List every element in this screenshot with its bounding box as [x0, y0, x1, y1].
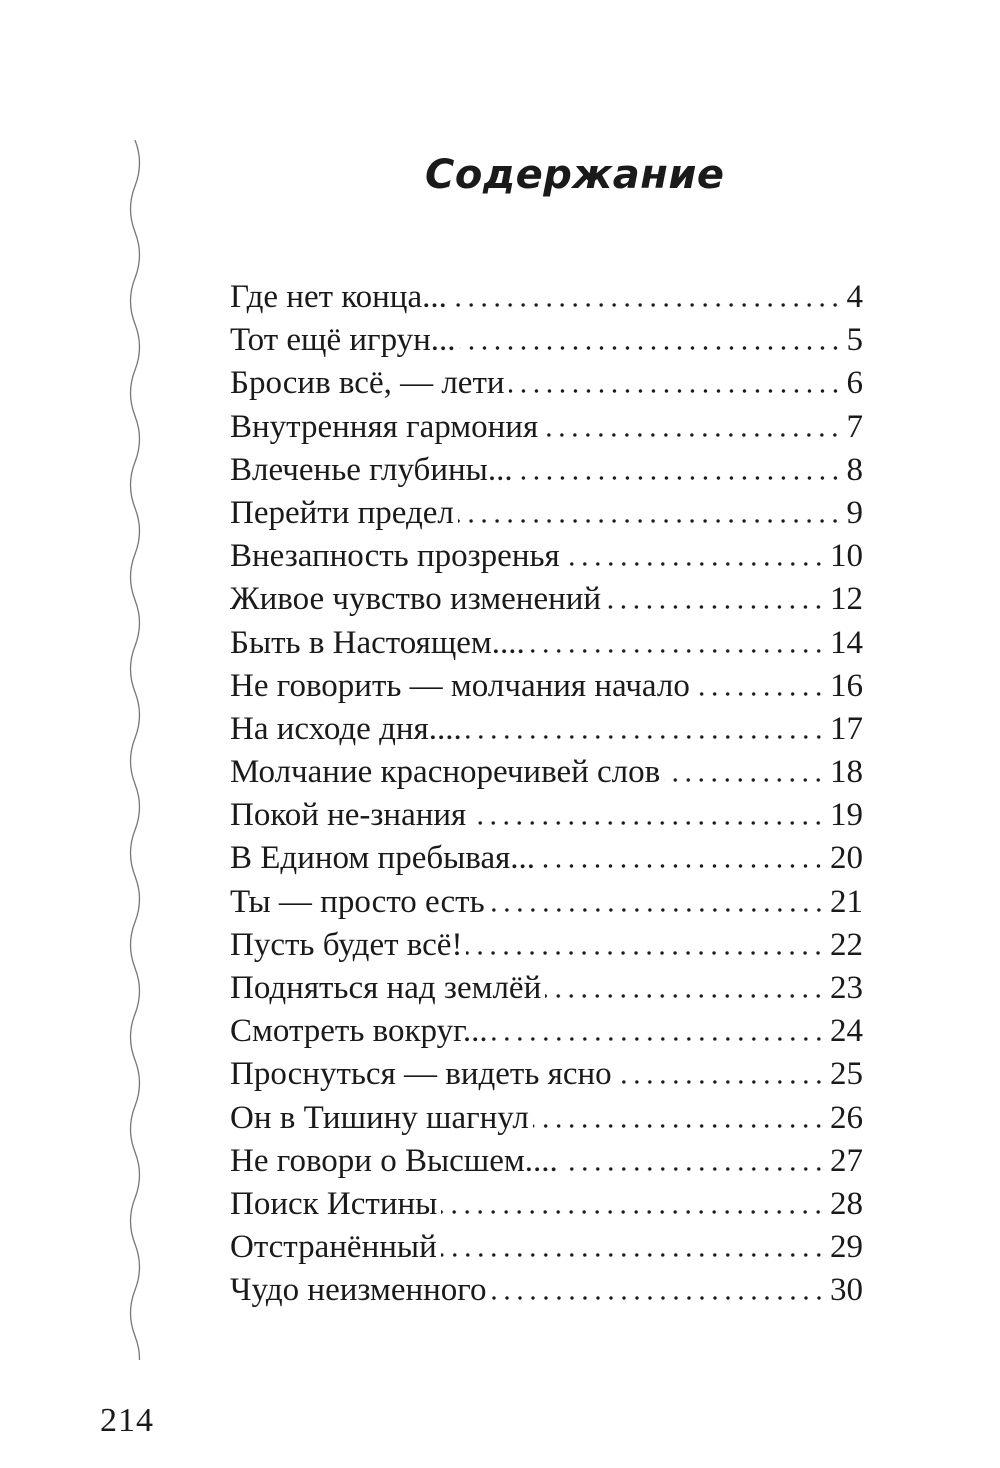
toc-entry-title: Он в Тишину шагнул — [230, 1099, 529, 1136]
toc-entry-title: Где нет конца... — [230, 279, 447, 315]
toc-entry-title: Молчание красноречивей слов — [230, 754, 661, 791]
toc-entry[interactable] — [230, 535, 863, 578]
toc-entry-page: 12 — [830, 581, 863, 618]
toc-entry-page: 9 — [846, 494, 863, 531]
toc-entry[interactable] — [230, 751, 863, 794]
toc-entry-page: 29 — [830, 1229, 863, 1266]
dot-leader — [492, 1037, 825, 1041]
toc-entry-page: 16 — [830, 667, 863, 704]
toc-entry-page: 17 — [830, 710, 863, 747]
toc-entry-page: 4 — [846, 279, 863, 315]
toc-entry-page: 14 — [830, 624, 863, 661]
dot-leader — [545, 994, 825, 998]
dot-leader — [466, 735, 825, 739]
toc-entry[interactable] — [230, 1010, 863, 1053]
toc-entry[interactable] — [230, 622, 863, 665]
toc-entry[interactable] — [230, 362, 863, 405]
toc-entry-page: 7 — [846, 408, 863, 445]
toc-entry-title: Не говорить — молчания начало — [230, 667, 690, 704]
dot-leader — [533, 1124, 825, 1128]
toc-entry[interactable] — [230, 794, 863, 837]
toc-entry-title: Не говори о Высшем.... — [230, 1142, 558, 1179]
dot-leader — [470, 821, 825, 825]
toc-entry-title: Бросив всё, — лети — [230, 365, 505, 402]
dot-leader — [539, 864, 825, 868]
toc-entry[interactable] — [230, 881, 863, 924]
toc-entry-title: Влеченье глубины... — [230, 451, 513, 488]
dot-leader — [564, 562, 825, 566]
dot-leader — [466, 951, 825, 955]
dot-leader — [694, 692, 825, 696]
toc-entry[interactable] — [230, 492, 863, 535]
dot-leader — [542, 433, 841, 437]
toc-entry[interactable] — [230, 406, 863, 449]
toc-entry-title: В Едином пребывая... — [230, 840, 536, 877]
dot-leader — [562, 1167, 825, 1171]
dot-leader — [441, 1210, 825, 1214]
toc-entry[interactable] — [230, 1097, 863, 1140]
dot-leader — [460, 346, 842, 350]
toc-entry-title: Тот ещё игрун... — [230, 322, 456, 359]
toc-entry-title: Внутренняя гармония — [230, 408, 539, 445]
toc-entry-page: 5 — [846, 322, 863, 359]
toc-entry[interactable] — [230, 319, 863, 362]
toc-entry-page: 24 — [830, 1013, 863, 1050]
toc-entry-page: 6 — [846, 365, 863, 402]
toc-entry[interactable] — [230, 276, 863, 319]
dot-leader — [529, 649, 825, 653]
toc-entry-page: 23 — [830, 970, 863, 1006]
dot-leader — [441, 1253, 825, 1257]
dot-leader — [451, 303, 842, 307]
page-number: 214 — [100, 1402, 154, 1439]
toc-entry-title: Покой не-знания — [230, 797, 467, 834]
toc-entry-page: 10 — [830, 538, 863, 575]
toc-entry[interactable] — [230, 1140, 863, 1183]
toc-entry[interactable] — [230, 1183, 863, 1226]
toc-entry[interactable] — [230, 665, 863, 708]
toc-entry-title: Живое чувство изменений — [230, 581, 602, 618]
toc-entry-title: Пусть будет всё! — [230, 926, 463, 963]
toc-entry-title: Проснуться — видеть ясно — [230, 1056, 612, 1093]
toc-entry[interactable] — [230, 837, 863, 880]
toc-entry-title: Чудо неизменного — [230, 1272, 487, 1309]
toc-entry-title: Отстранённый — [230, 1229, 437, 1266]
dot-leader — [517, 476, 842, 480]
toc-entry-title: Перейти предел — [230, 494, 454, 531]
toc-entry[interactable] — [230, 967, 863, 1010]
toc-entry-page: 22 — [830, 926, 863, 963]
toc-entry[interactable] — [230, 708, 863, 751]
dot-leader — [664, 778, 825, 782]
toc-entry-page: 20 — [830, 840, 863, 877]
dot-leader — [458, 519, 842, 523]
toc-entry-title: Внезапность прозренья — [230, 538, 560, 575]
toc-entry-page: 8 — [846, 451, 863, 488]
toc-entry[interactable] — [230, 1226, 863, 1269]
toc-entry-page: 26 — [830, 1099, 863, 1136]
dot-leader — [605, 605, 825, 609]
dot-leader — [509, 389, 842, 393]
dot-leader — [616, 1080, 825, 1084]
table-of-contents — [230, 276, 863, 1313]
wavy-margin-ornament — [120, 140, 150, 1360]
page-title: Содержание — [425, 151, 725, 198]
dot-leader — [489, 908, 825, 912]
dot-leader — [491, 1296, 825, 1300]
toc-entry-title: Подняться над землёй — [230, 970, 542, 1006]
toc-entry-page: 27 — [830, 1142, 863, 1179]
toc-entry-page: 21 — [830, 883, 863, 920]
toc-entry[interactable] — [230, 449, 863, 492]
toc-entry-title: Быть в Настоящем.... — [230, 624, 525, 661]
toc-entry[interactable] — [230, 578, 863, 621]
toc-entry-title: Смотреть вокруг... — [230, 1013, 488, 1050]
toc-entry-title: На исходе дня.... — [230, 710, 462, 747]
toc-entry-page: 18 — [830, 754, 863, 791]
toc-entry-page: 25 — [830, 1056, 863, 1093]
toc-entry[interactable] — [230, 924, 863, 967]
toc-entry[interactable] — [230, 1269, 863, 1312]
toc-entry-page: 28 — [830, 1185, 863, 1222]
toc-entry-page: 19 — [830, 797, 863, 834]
toc-entry-page: 30 — [830, 1272, 863, 1309]
toc-entry[interactable] — [230, 1053, 863, 1096]
toc-entry-title: Ты — просто есть — [230, 883, 485, 920]
toc-entry-title: Поиск Истины — [230, 1185, 438, 1222]
